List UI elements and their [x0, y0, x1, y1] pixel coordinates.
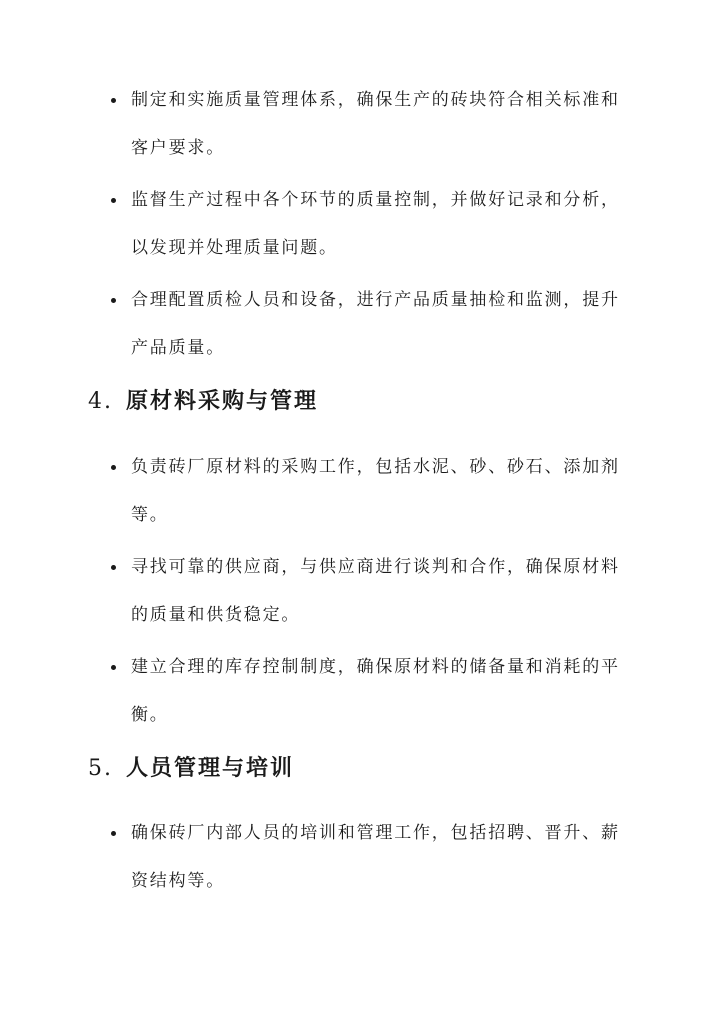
- bullet-icon: [111, 831, 116, 836]
- bullet-icon: [111, 198, 116, 203]
- list-item-text: 寻找可靠的供应商，与供应商进行谈判和合作，确保原材料的质量和供货稳定。: [131, 557, 620, 625]
- section-number: 5.: [88, 756, 113, 781]
- list-item-text: 负责砖厂原材料的采购工作，包括水泥、砂、砂石、添加剂等。: [131, 457, 620, 525]
- bullet-icon: [111, 298, 116, 303]
- section-number: 4.: [88, 389, 113, 414]
- bullet-icon: [111, 565, 116, 570]
- list-item-text: 制定和实施质量管理体系，确保生产的砖块符合相关标准和客户要求。: [131, 90, 620, 158]
- bullet-icon: [111, 98, 116, 103]
- list-item-text: 确保砖厂内部人员的培训和管理工作，包括招聘、晋升、薪资结构等。: [131, 823, 620, 891]
- list-item-text: 建立合理的库存控制制度，确保原材料的储备量和消耗的平衡。: [131, 657, 620, 725]
- bullet-icon: [111, 465, 116, 470]
- list-item-text: 监督生产过程中各个环节的质量控制，并做好记录和分析，以发现并处理质量问题。: [131, 190, 620, 258]
- section-title: 原材料采购与管理: [126, 388, 319, 414]
- section-heading: [88, 386, 318, 417]
- list-item-text: 合理配置质检人员和设备，进行产品质量抽检和监测，提升产品质量。: [131, 290, 620, 358]
- section-heading: [88, 753, 294, 784]
- section-title: 人员管理与培训: [126, 755, 295, 781]
- bullet-icon: [111, 665, 116, 670]
